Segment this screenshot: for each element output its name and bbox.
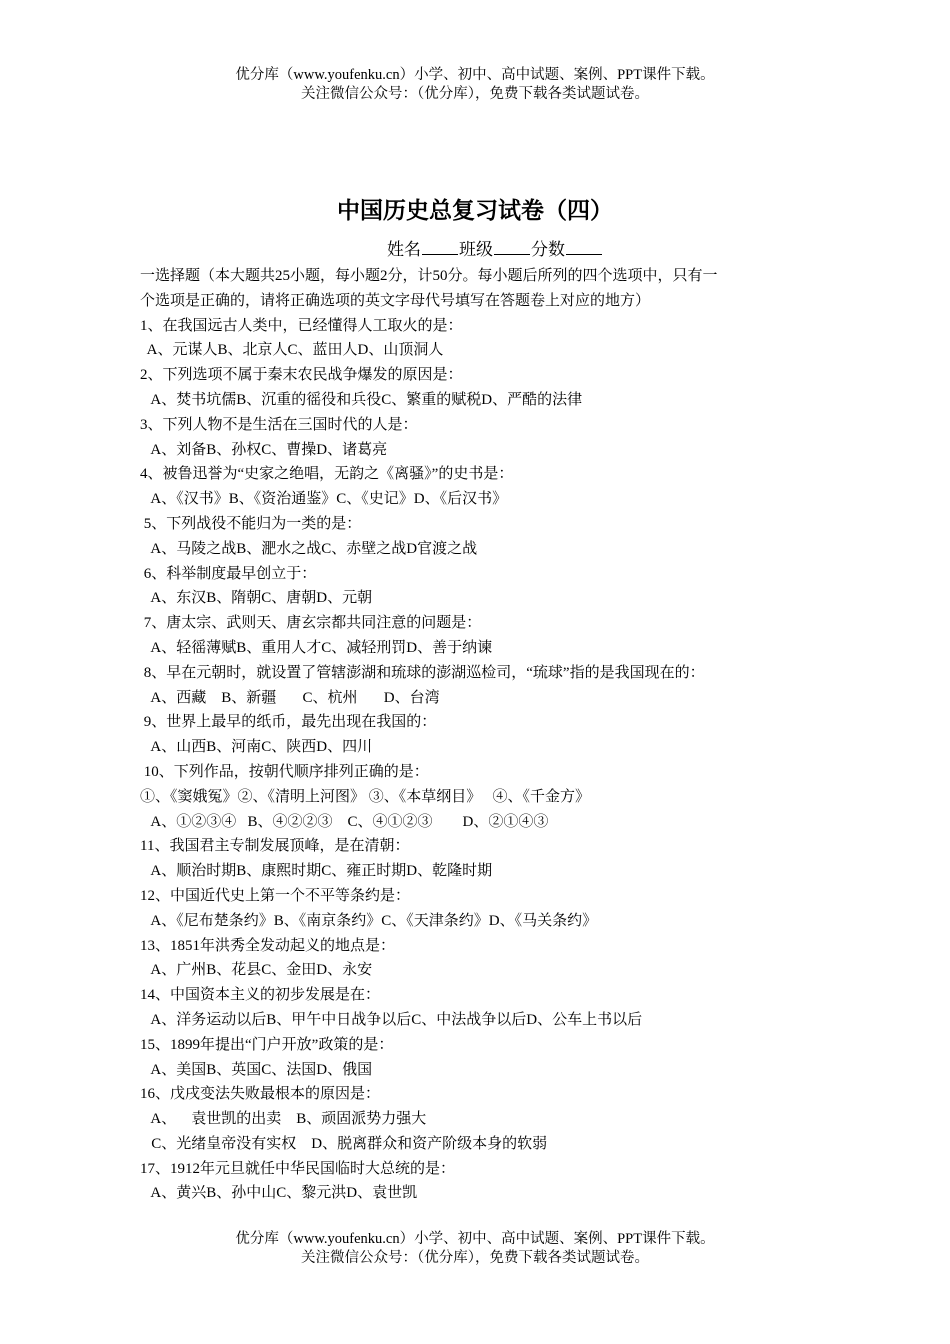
text-line: A、马陵之战B、淝水之战C、赤壁之战D官渡之战 — [140, 540, 478, 557]
footer-line-1: 优分库（www.youfenku.cn）小学、初中、高中试题、案例、PPT课件下载。 — [235, 1231, 715, 1247]
question-list — [140, 264, 820, 1206]
name-label: 姓名 — [387, 240, 421, 259]
text-line: A、刘备B、孙权C、曹操D、诸葛亮 — [140, 441, 388, 458]
class-blank — [494, 238, 530, 255]
text-line: A、①②③④ B、④②②③ C、④①②③ D、②①④③ — [140, 813, 549, 830]
text-line: 16、戊戌变法失败最根本的原因是： — [140, 1086, 381, 1103]
text-line: A、轻徭薄赋B、重用人才C、减轻刑罚D、善于纳谏 — [140, 639, 493, 656]
text-line: 17、1912年元旦就任中华民国临时大总统的是： — [140, 1160, 456, 1177]
text-line: A、黄兴B、孙中山C、黎元洪D、袁世凯 — [140, 1185, 418, 1202]
text-line: 2、下列选项不属于秦末农民战争爆发的原因是： — [140, 367, 463, 384]
text-line: A、 袁世凯的出卖 B、顽固派势力强大 — [140, 1111, 427, 1128]
text-line: A、《汉书》B、《资治通鉴》C、《史记》D、《后汉书》 — [140, 491, 508, 508]
text-line: ①、《窦娥冤》②、《清明上河图》 ③、《本草纲目》 ④、《千金方》 — [140, 788, 591, 805]
text-line: 7、唐太宗、武则天、唐玄宗都共同注意的问题是： — [140, 615, 482, 632]
text-line: 10、下列作品，按朝代顺序排列正确的是： — [140, 763, 429, 780]
text-line: 13、1851年洪秀全发动起义的地点是： — [140, 937, 396, 954]
header-line-2: 关注微信公众号：（优分库），免费下载各类试题试卷。 — [301, 86, 649, 102]
footer-line-2: 关注微信公众号：（优分库），免费下载各类试题试卷。 — [301, 1250, 649, 1266]
score-blank — [566, 238, 602, 255]
page-header — [0, 66, 950, 104]
text-line: A、洋务运动以后B、甲午中日战争以后C、中法战争以后D、公车上书以后 — [140, 1011, 643, 1028]
text-line: 一选择题（本大题共25小题，每小题2分，计50分。每小题后所列的四个选项中，只有一 — [140, 268, 718, 284]
student-info-row — [0, 238, 950, 262]
text-line: 5、下列战役不能归为一类的是： — [140, 515, 362, 532]
text-line: A、山西B、河南C、陕西D、四川 — [140, 739, 373, 756]
text-line: A、元谋人B、北京人C、蓝田人D、山顶洞人 — [140, 342, 444, 359]
page-title: 中国历史总复习试卷（四） — [337, 198, 613, 223]
text-line: A、美国B、英国C、法国D、俄国 — [140, 1061, 373, 1078]
text-line: A、焚书坑儒B、沉重的徭役和兵役C、繁重的赋税D、严酷的法律 — [140, 391, 583, 408]
text-line: A、《尼布楚条约》B、《南京条约》C、《天津条约》D、《马关条约》 — [140, 912, 598, 929]
text-line: 个选项是正确的，请将正确选项的英文字母代号填写在答题卷上对应的地方） — [140, 292, 651, 309]
header-line-1: 优分库（www.youfenku.cn）小学、初中、高中试题、案例、PPT课件下载。 — [235, 67, 715, 83]
text-line: 15、1899年提出“门户开放”政策的是： — [140, 1036, 394, 1053]
text-line: 8、早在元朝时，就设置了管辖澎湖和琉球的澎湖巡检司，“琉球”指的是我国现在的： — [140, 664, 705, 681]
page-footer — [0, 1230, 950, 1268]
class-label: 班级 — [459, 240, 493, 259]
score-label: 分数 — [531, 240, 565, 259]
text-line: 4、被鲁迅誉为“史家之绝唱，无韵之《离骚》”的史书是： — [140, 466, 514, 483]
text-line: 14、中国资本主义的初步发展是在： — [140, 987, 381, 1004]
text-line: 1、在我国远古人类中，已经懂得人工取火的是： — [140, 317, 463, 334]
text-line: A、广州B、花县C、金田D、永安 — [140, 962, 373, 979]
text-line: A、西藏 B、新疆 C、杭州 D、台湾 — [140, 689, 440, 706]
text-line: C、光绪皇帝没有实权 D、脱离群众和资产阶级本身的软弱 — [140, 1135, 548, 1152]
text-line: A、顺治时期B、康熙时期C、雍正时期D、乾隆时期 — [140, 863, 493, 880]
text-line: 12、中国近代史上第一个不平等条约是： — [140, 887, 411, 904]
text-line: 11、我国君主专制发展顶峰，是在清朝： — [140, 838, 410, 855]
text-line: 3、下列人物不是生活在三国时代的人是： — [140, 416, 418, 433]
text-line: A、东汉B、隋朝C、唐朝D、元朝 — [140, 590, 373, 607]
text-line: 9、世界上最早的纸币，最先出现在我国的： — [140, 714, 437, 731]
text-line: 6、科举制度最早创立于： — [140, 565, 317, 582]
name-blank — [422, 238, 458, 255]
